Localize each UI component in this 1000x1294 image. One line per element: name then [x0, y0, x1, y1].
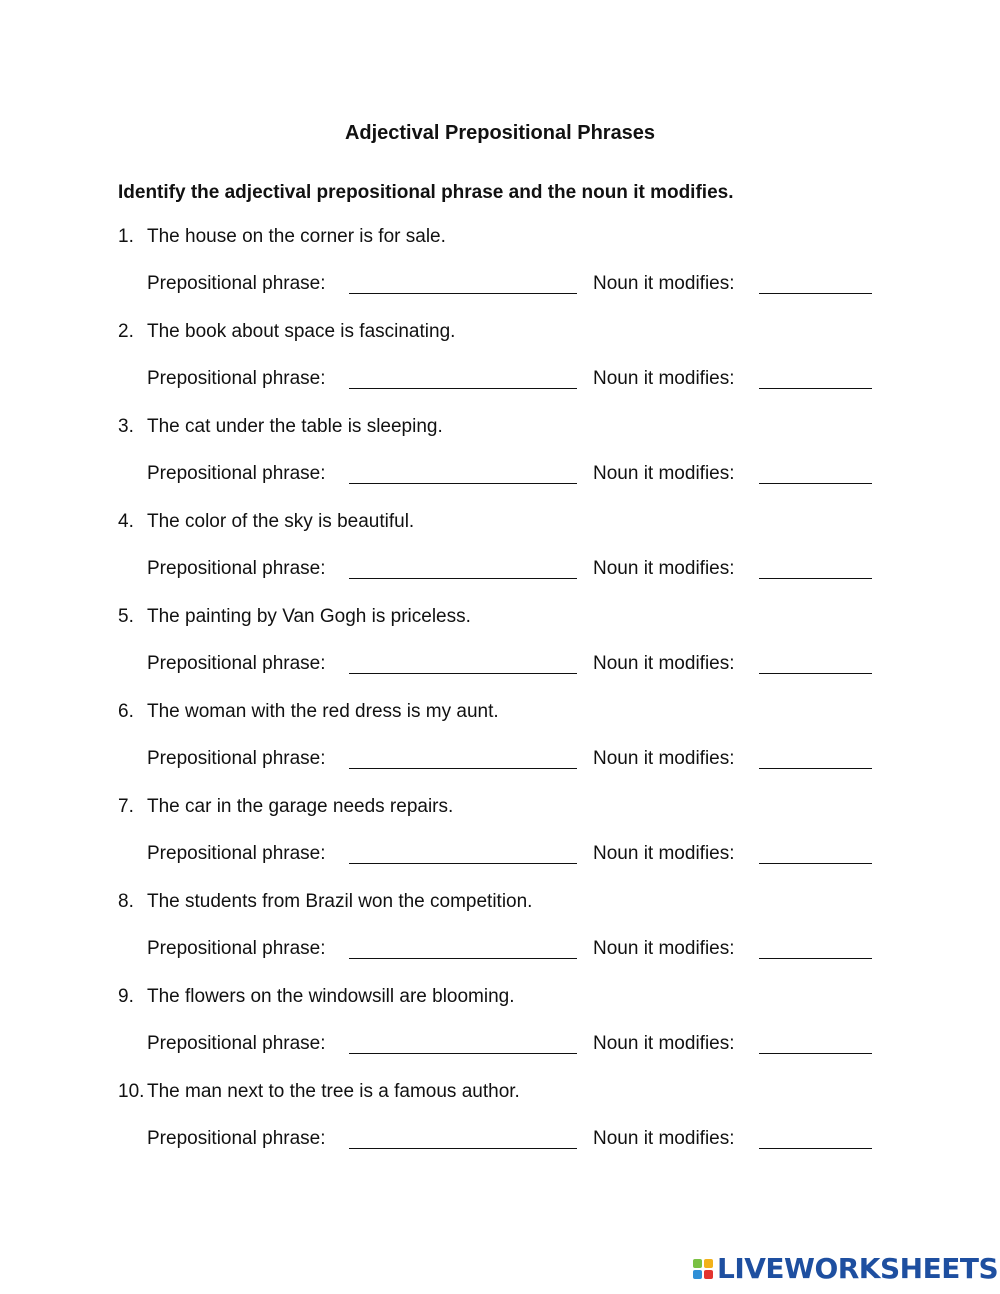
noun-blank[interactable]: [759, 483, 872, 484]
question-sentence: The house on the corner is for sale.: [147, 226, 446, 247]
prepositional-phrase-blank[interactable]: [349, 1148, 577, 1149]
question-item: [0, 887, 1000, 982]
question-number: 6.: [118, 701, 134, 722]
noun-blank[interactable]: [759, 863, 872, 864]
noun-blank[interactable]: [759, 293, 872, 294]
question-number: 2.: [118, 321, 134, 342]
question-number: 1.: [118, 226, 134, 247]
question-item: [0, 1077, 1000, 1172]
noun-blank[interactable]: [759, 768, 872, 769]
question-sentence: The flowers on the windowsill are blooming.: [147, 986, 515, 1007]
noun-blank[interactable]: [759, 388, 872, 389]
noun-blank[interactable]: [759, 1053, 872, 1054]
question-sentence: The color of the sky is beautiful.: [147, 511, 415, 532]
noun-label: Noun it modifies:: [593, 273, 735, 294]
noun-blank[interactable]: [759, 958, 872, 959]
prepositional-phrase-blank[interactable]: [349, 768, 577, 769]
question-sentence: The students from Brazil won the competition.: [147, 891, 533, 912]
question-sentence: The painting by Van Gogh is priceless.: [147, 606, 471, 627]
question-number: 5.: [118, 606, 134, 627]
noun-label: Noun it modifies:: [593, 843, 735, 864]
prepositional-phrase-label: Prepositional phrase:: [147, 558, 326, 579]
question-item: [0, 317, 1000, 412]
prepositional-phrase-label: Prepositional phrase:: [147, 1033, 326, 1054]
logo-text: LIVEWORKSHEETS: [717, 1252, 999, 1285]
prepositional-phrase-blank[interactable]: [349, 578, 577, 579]
question-item: [0, 792, 1000, 887]
question-item: [0, 222, 1000, 317]
question-number: 9.: [118, 986, 134, 1007]
question-number: 10.: [118, 1081, 145, 1102]
logo-square: [693, 1259, 702, 1268]
prepositional-phrase-blank[interactable]: [349, 1053, 577, 1054]
prepositional-phrase-label: Prepositional phrase:: [147, 938, 326, 959]
prepositional-phrase-label: Prepositional phrase:: [147, 1128, 326, 1149]
prepositional-phrase-label: Prepositional phrase:: [147, 273, 326, 294]
noun-label: Noun it modifies:: [593, 558, 735, 579]
liveworksheets-logo[interactable]: [693, 1254, 998, 1284]
question-item: [0, 507, 1000, 602]
prepositional-phrase-label: Prepositional phrase:: [147, 843, 326, 864]
question-number: 7.: [118, 796, 134, 817]
logo-square: [693, 1270, 702, 1279]
noun-label: Noun it modifies:: [593, 653, 735, 674]
noun-blank[interactable]: [759, 1148, 872, 1149]
question-item: [0, 412, 1000, 507]
question-item: [0, 602, 1000, 697]
prepositional-phrase-blank[interactable]: [349, 958, 577, 959]
question-number: 3.: [118, 416, 134, 437]
noun-label: Noun it modifies:: [593, 368, 735, 389]
prepositional-phrase-blank[interactable]: [349, 673, 577, 674]
noun-label: Noun it modifies:: [593, 1033, 735, 1054]
noun-label: Noun it modifies:: [593, 463, 735, 484]
noun-label: Noun it modifies:: [593, 1128, 735, 1149]
question-number: 8.: [118, 891, 134, 912]
question-sentence: The man next to the tree is a famous author.: [147, 1081, 520, 1102]
noun-blank[interactable]: [759, 673, 872, 674]
question-sentence: The car in the garage needs repairs.: [147, 796, 454, 817]
instructions: Identify the adjectival prepositional phrase and the noun it modifies.: [118, 182, 734, 203]
prepositional-phrase-blank[interactable]: [349, 388, 577, 389]
prepositional-phrase-label: Prepositional phrase:: [147, 653, 326, 674]
noun-label: Noun it modifies:: [593, 938, 735, 959]
prepositional-phrase-label: Prepositional phrase:: [147, 368, 326, 389]
noun-blank[interactable]: [759, 578, 872, 579]
question-number: 4.: [118, 511, 134, 532]
logo-square: [704, 1259, 713, 1268]
prepositional-phrase-blank[interactable]: [349, 483, 577, 484]
prepositional-phrase-label: Prepositional phrase:: [147, 463, 326, 484]
question-sentence: The book about space is fascinating.: [147, 321, 456, 342]
question-sentence: The cat under the table is sleeping.: [147, 416, 443, 437]
prepositional-phrase-blank[interactable]: [349, 293, 577, 294]
question-item: [0, 697, 1000, 792]
question-sentence: The woman with the red dress is my aunt.: [147, 701, 499, 722]
noun-label: Noun it modifies:: [593, 748, 735, 769]
question-item: [0, 982, 1000, 1077]
question-list: [0, 222, 1000, 1172]
prepositional-phrase-blank[interactable]: [349, 863, 577, 864]
page-title: Adjectival Prepositional Phrases: [344, 122, 656, 144]
logo-mark-icon: [693, 1259, 713, 1279]
logo-square: [704, 1270, 713, 1279]
prepositional-phrase-label: Prepositional phrase:: [147, 748, 326, 769]
